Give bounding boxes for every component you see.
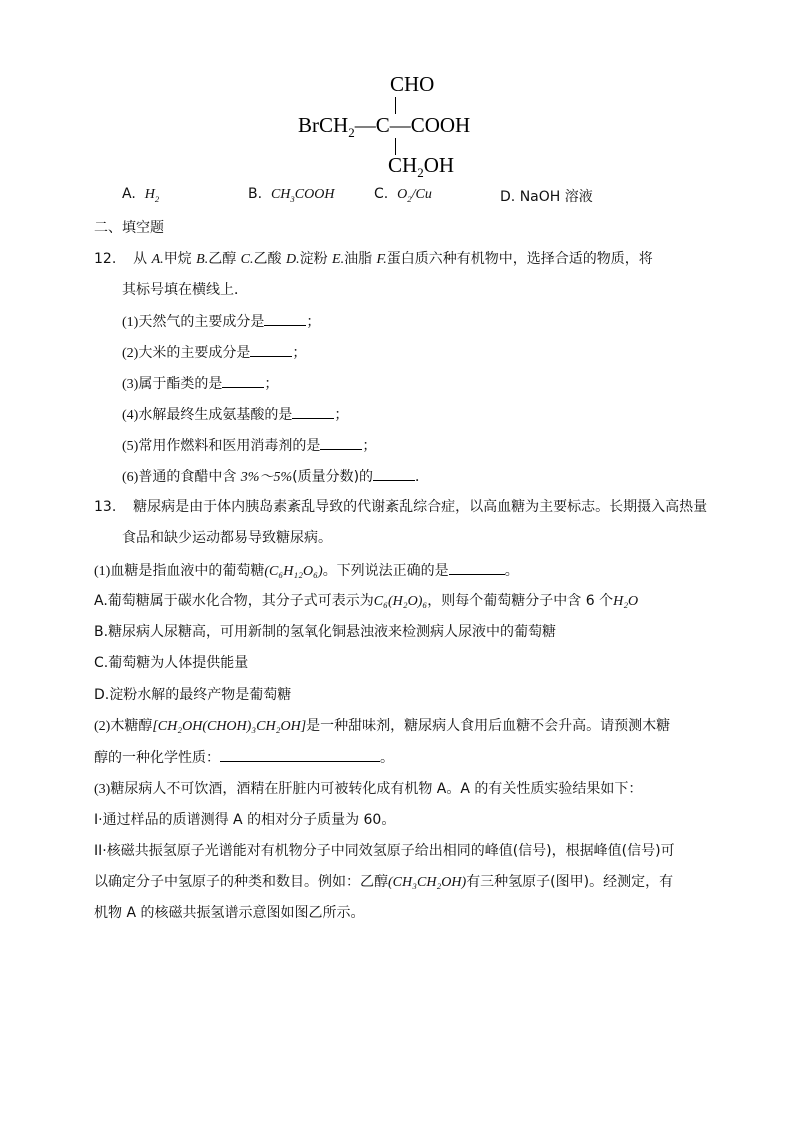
sub-text: 普通的食醋中含 — [138, 469, 241, 485]
q12-stem-line1 — [94, 249, 653, 270]
q13-part-3 — [94, 779, 642, 800]
q12-sub-6 — [122, 466, 429, 488]
sub-text: (质量分数)的 — [292, 469, 374, 485]
answer-blank[interactable] — [320, 435, 362, 450]
option-label: C. — [94, 655, 109, 671]
formula-ch: CH — [388, 153, 418, 177]
sub-text: 水解最终生成氨基酸的是 — [138, 407, 293, 423]
q13-part-2-line1 — [94, 716, 670, 737]
option-text: 葡萄糖为人体提供能量 — [108, 655, 249, 671]
question-number: 13. — [94, 499, 117, 515]
result-number: I· — [94, 812, 103, 828]
sub-number: (2) — [122, 346, 139, 361]
q12-sub-5 — [122, 435, 376, 457]
q12-text: 从 — [133, 251, 152, 267]
option-math: H₂O — [613, 594, 639, 609]
part-number: (1) — [94, 564, 111, 579]
option-math — [397, 187, 432, 202]
option-math — [145, 187, 159, 202]
choice-label: B. — [196, 252, 209, 267]
q13-result-2-line2 — [94, 872, 673, 893]
result-number: II· — [94, 843, 107, 859]
option-label: C. — [374, 186, 389, 202]
formula-main-chain — [298, 113, 470, 141]
choice-text: 蛋白质六种有机物中，选择合适的物质，将 — [386, 251, 653, 267]
sub-number: (4) — [122, 408, 139, 423]
q13-part-2-line2 — [94, 747, 394, 768]
part-text: 。下列说法正确的是 — [322, 563, 449, 579]
option-c — [374, 186, 432, 204]
math-text: O — [397, 187, 408, 202]
part-text: 血糖是指血液中的葡萄糖 — [110, 563, 265, 579]
choice-label: C. — [240, 252, 254, 267]
sub-end: ； — [362, 438, 377, 454]
formula-bond: — — [389, 113, 411, 137]
math-text: H — [144, 187, 155, 202]
q13-text: 糖尿病是由于体内胰岛素紊乱导致的代谢紊乱综合症，以高血糖为主要标志。长期摄入高热量 — [133, 499, 708, 515]
part-end: 。 — [504, 563, 519, 579]
sub-text: 大米的主要成分是 — [138, 345, 251, 361]
sub-end: ； — [334, 407, 349, 423]
sub-number: (5) — [122, 439, 139, 454]
answer-blank[interactable] — [222, 373, 264, 388]
q13-option-d — [94, 685, 291, 705]
section-title: 二、填空题 — [94, 220, 164, 236]
sub-end: ； — [306, 314, 321, 330]
q13-stem-line1 — [94, 497, 707, 517]
formula-brch: BrCH — [298, 113, 349, 137]
result-text: 核磁共振氢原子光谱能对有机物分子中同效氢原子给出相同的峰值(信号)，根据峰值(信号)可 — [106, 843, 675, 859]
answer-blank[interactable] — [220, 747, 380, 762]
option-label: B. — [248, 186, 263, 202]
formula-cooh: COOH — [410, 113, 471, 137]
option-math — [271, 187, 334, 202]
answer-blank[interactable] — [292, 404, 334, 419]
sub-number: (1) — [122, 315, 139, 330]
part-number: (3) — [94, 782, 111, 797]
formula-oh: OH — [423, 153, 455, 177]
choice-text: 甲烷 — [163, 251, 197, 267]
part-text: 糖尿病人不可饮酒，酒精在肝脏内可被转化成有机物 A。A 的有关性质实验结果如下： — [110, 781, 643, 797]
option-label: A. — [94, 593, 108, 609]
formula-sub: 2 — [348, 125, 355, 141]
sub-text: 属于酯类的是 — [138, 376, 223, 392]
choice-label: E. — [332, 252, 345, 267]
q13-stem-line2: 食品和缺少运动都易导致糖尿病。 — [122, 530, 332, 546]
formula-bond-top — [395, 97, 396, 114]
math-sub: 2 — [154, 193, 160, 204]
choice-text: 乙酸 — [253, 251, 286, 267]
option-b — [248, 186, 334, 204]
part-end: 。 — [380, 750, 394, 766]
part-math: (C₆H₁₂O₆) — [264, 564, 323, 579]
answer-blank[interactable] — [373, 466, 415, 481]
part-text: 木糖醇 — [110, 718, 153, 734]
sub-text: 天然气的主要成分是 — [138, 314, 265, 330]
result-text: 以确定分子中氢原子的种类和数目。例如：乙醇 — [94, 874, 388, 890]
option-text: NaOH 溶液 — [519, 189, 593, 205]
part-number: (2) — [94, 719, 111, 734]
math-text: COOH — [294, 187, 335, 202]
sub-math: 3%～5% — [240, 470, 293, 485]
sub-number: (6) — [122, 470, 139, 485]
sub-number: (3) — [122, 377, 139, 392]
sub-text: 常用作燃料和医用消毒剂的是 — [138, 438, 321, 454]
sub-end: ． — [415, 469, 430, 485]
math-sub: 2 — [407, 193, 412, 204]
q13-result-1 — [94, 810, 395, 830]
answer-blank[interactable] — [264, 311, 306, 326]
answer-blank[interactable] — [250, 342, 292, 357]
choice-label: D. — [285, 252, 300, 267]
part-text: 是一种甜味剂，糖尿病人食用后血糖不会升高。请预测木糖 — [306, 718, 671, 734]
option-label: D. — [94, 687, 110, 703]
option-text: ，则每个葡萄糖分子中含 6 个 — [427, 593, 614, 609]
option-a — [122, 186, 159, 204]
question-number: 12. — [94, 251, 117, 267]
sub-end: ； — [292, 345, 307, 361]
q12-sub-3 — [122, 373, 278, 395]
choice-label: F. — [376, 252, 387, 267]
q12-sub-1 — [122, 311, 320, 333]
part-text: 醇的一种化学性质： — [94, 750, 220, 766]
formula-bond: — — [354, 113, 376, 137]
option-label: B. — [94, 624, 109, 640]
choice-text: 乙醇 — [208, 251, 241, 267]
formula-sub: 2 — [417, 165, 424, 181]
sub-end: ； — [264, 376, 279, 392]
result-text: 通过样品的质谱测得 A 的相对分子质量为 60。 — [102, 812, 396, 828]
choice-text: 淀粉 — [299, 251, 333, 267]
formula-carbon: C — [375, 113, 390, 137]
option-text: 淀粉水解的最终产物是葡萄糖 — [109, 687, 292, 703]
math-text: CH — [270, 187, 291, 202]
q13-option-b — [94, 622, 556, 642]
q12-sub-2 — [122, 342, 306, 364]
q13-option-c — [94, 653, 248, 673]
q13-result-2-line1 — [94, 841, 675, 861]
choice-text: 油脂 — [344, 251, 377, 267]
choice-label: A. — [151, 252, 164, 267]
q12-sub-4 — [122, 404, 348, 426]
options-row — [122, 186, 722, 206]
result-math: (CH₃CH₂OH) — [388, 875, 467, 890]
option-text: 葡萄糖属于碳水化合物，其分子式可表示为 — [107, 593, 374, 609]
part-math: [CH₂OH(CHOH)₃CH₂OH] — [152, 719, 307, 734]
formula-cho: CHO — [390, 72, 435, 96]
q13-option-a — [94, 591, 638, 612]
option-d — [500, 186, 593, 206]
q12-stem-line2: 其标号填在横线上． — [122, 282, 248, 298]
option-label: D. — [500, 189, 516, 205]
option-math: C₆(H₂O)₆ — [373, 594, 428, 609]
option-text: 糖尿病人尿糖高，可用新制的氢氧化铜悬浊液来检测病人尿液中的葡萄糖 — [108, 624, 557, 640]
q13-result-2-line3: 机物 A 的核磁共振氢谱示意图如图乙所示。 — [94, 905, 365, 921]
q13-part-1 — [94, 560, 519, 582]
option-label: A. — [122, 186, 136, 202]
result-text: 有三种氢原子(图甲)。经测定，有 — [466, 874, 674, 890]
answer-blank[interactable] — [449, 560, 505, 575]
formula-ch2oh — [388, 153, 454, 181]
math-text: /Cu — [411, 187, 432, 202]
math-sub: 3 — [290, 193, 295, 204]
